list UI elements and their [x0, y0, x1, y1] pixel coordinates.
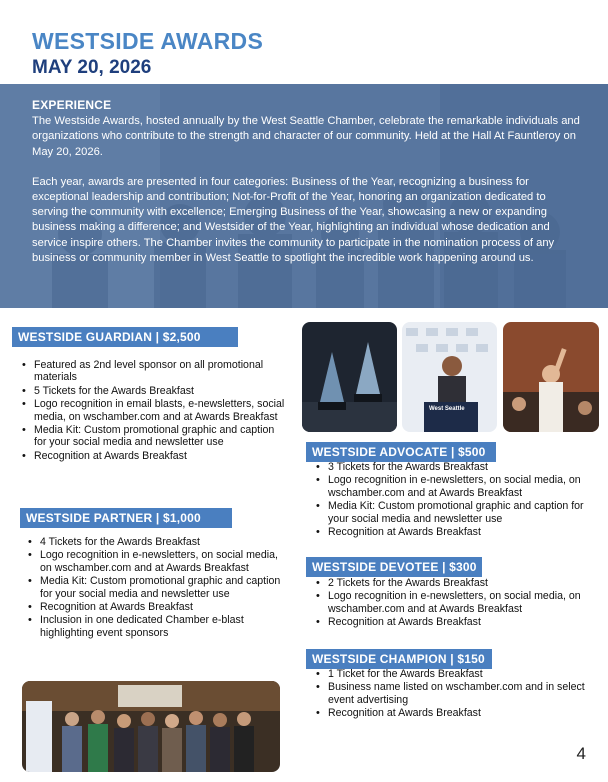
list-item: • Recognition at Awards Breakfast — [314, 707, 586, 719]
list-item: • Recognition at Awards Breakfast — [314, 616, 586, 628]
list-item: • Recognition at Awards Breakfast — [314, 526, 586, 538]
group-photo-image — [22, 681, 280, 772]
tier-advocate-label: WESTSIDE ADVOCATE | $500 — [306, 442, 496, 462]
list-item: • 1 Ticket for the Awards Breakfast — [314, 668, 586, 680]
list-item: • Recognition at Awards Breakfast — [26, 601, 290, 613]
tier-guardian-label: WESTSIDE GUARDIAN | $2,500 — [12, 327, 238, 347]
list-item: • Business name listed on wschamber.com and in select event advertising — [314, 681, 586, 706]
tier-champion-benefits — [314, 668, 586, 721]
experience-heading: EXPERIENCE — [32, 98, 112, 112]
list-item: • Media Kit: Custom promotional graphic and caption for your social media and newsletter use — [314, 500, 586, 525]
experience-text — [32, 98, 580, 266]
list-item: • Inclusion in one dedicated Chamber e-blast highlighting event sponsors — [26, 614, 290, 639]
experience-paragraph-1: The Westside Awards, hosted annually by the West Seattle Chamber, celebrate the remarkable individuals and organizations who contribute to the strength and character of our community. Held at the Hall At Fauntleroy on May 20, 2026. — [32, 115, 580, 158]
list-item: • Featured as 2nd level sponsor on all promotional materials — [20, 359, 288, 384]
tier-partner-label: WESTSIDE PARTNER | $1,000 — [20, 508, 232, 528]
list-item: • Logo recognition in e-newsletters, on social media, on wschamber.com and at Awards Breakfast — [314, 474, 586, 499]
list-item: • Logo recognition in email blasts, e-newsletters, social media, on wschamber.com and at Awards Breakfast — [20, 398, 288, 423]
tier-guardian-benefits — [20, 359, 288, 463]
page-title: WESTSIDE AWARDS — [32, 28, 264, 54]
experience-banner — [0, 84, 608, 308]
podium-sign: West Seattle — [429, 406, 465, 412]
trophy-image — [302, 322, 397, 432]
experience-paragraph-2: Each year, awards are presented in four categories: Business of the Year, recognizing a business for exceptional leadership and contribution; Not-for-Profit of the Year, honoring an organization dedicated to serving the community with excellence; Emerging Business of the Year, showcasing a new or expanding business making a difference; and Westsider of the Year, highlighting an individual whose dedication and service inspire others. The Chamber invites the community to participate in the nomination process of any business or community member in West Seattle to spotlight the incredible work happening around us. — [32, 175, 555, 264]
list-item: • Media Kit: Custom promotional graphic and caption for your social media and newsletter use — [26, 575, 290, 600]
list-item: • Recognition at Awards Breakfast — [20, 450, 288, 462]
list-item: • 5 Tickets for the Awards Breakfast — [20, 385, 288, 397]
list-item: • Logo recognition in e-newsletters, on social media, on wschamber.com and at Awards Breakfast — [314, 590, 586, 615]
celebration-image — [503, 322, 599, 432]
list-item: • Logo recognition in e-newsletters, on social media, on wschamber.com and at Awards Breakfast — [26, 549, 290, 574]
page-number: 4 — [576, 744, 586, 763]
list-item: • 2 Tickets for the Awards Breakfast — [314, 577, 586, 589]
group-photo — [22, 681, 280, 772]
list-item: • 4 Tickets for the Awards Breakfast — [26, 536, 290, 548]
celebration-photo — [503, 322, 599, 432]
list-item: • Media Kit: Custom promotional graphic and caption for your social media and newsletter use — [20, 424, 288, 449]
trophy-photo — [302, 322, 397, 432]
podium-speaker-photo — [402, 322, 497, 432]
tier-advocate-benefits — [314, 461, 586, 539]
tier-champion-label: WESTSIDE CHAMPION | $150 — [306, 649, 492, 669]
tier-partner-benefits — [26, 536, 290, 640]
list-item: • 3 Tickets for the Awards Breakfast — [314, 461, 586, 473]
event-date: MAY 20, 2026 — [32, 57, 152, 78]
tier-devotee-label: WESTSIDE DEVOTEE | $300 — [306, 557, 482, 577]
podium-speaker-image — [402, 322, 497, 432]
tier-devotee-benefits — [314, 577, 586, 630]
